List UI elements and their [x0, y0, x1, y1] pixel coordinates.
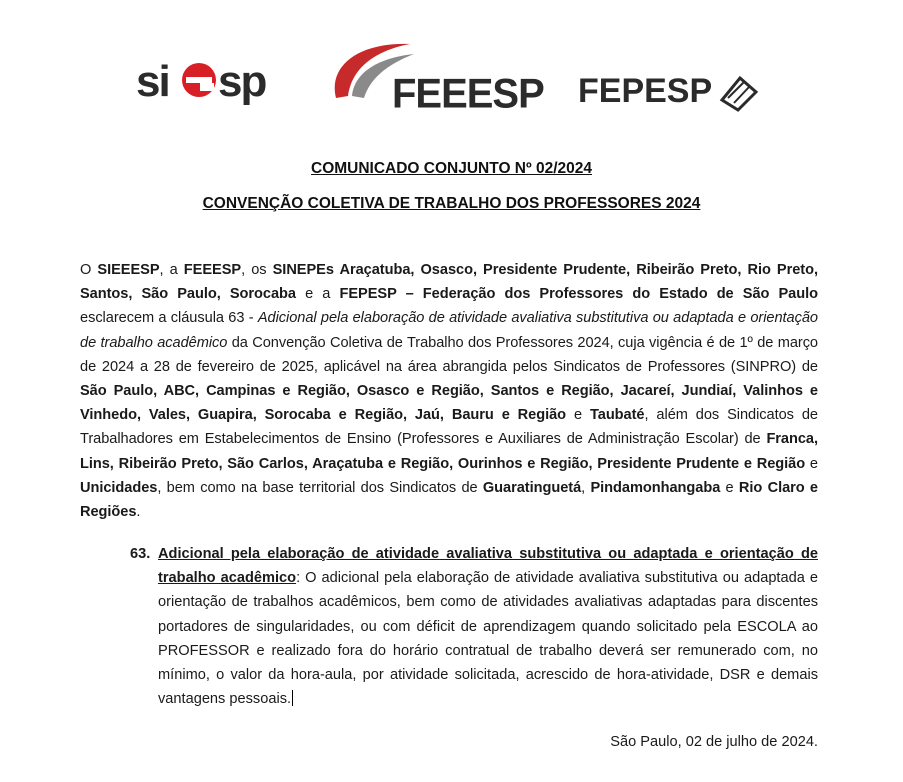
text-run: O: [80, 262, 98, 278]
logo-bar: [0, 36, 903, 116]
sieesp-logo-sp: sp: [218, 57, 266, 106]
bold-run: Rio Claro e Regiões: [80, 479, 818, 521]
text-run: e: [720, 479, 739, 496]
text-run: e: [566, 407, 590, 424]
bold-run: Unicidades: [80, 479, 158, 496]
fepesp-logo-text: FEPESP: [578, 72, 713, 110]
feeesp-logo: [318, 36, 544, 117]
sieesp-logo-si: si: [136, 57, 169, 106]
text-run: da Convenção Coletiva de Trabalho dos Professores 2024, cuja vigência é de 1º de março de 2024 a 28 de fevereiro de 2025, aplicável na área abrangida pelos Sindicatos de Professores (SINPRO) de: [80, 334, 819, 375]
bold-run: Taubaté: [589, 407, 645, 424]
intro-paragraph: [80, 258, 818, 524]
text-run: .: [136, 504, 141, 521]
feeesp-logo-text: FEEESP: [392, 69, 544, 117]
bold-run: Franca, Lins, Ribeirão Preto, São Carlos, Araçatuba e Região, Ourinhos e Região, Presidente Prudente e Região: [80, 431, 818, 472]
document-subtitle: CONVENÇÃO COLETIVA DE TRABALHO DOS PROFESSORES 2024: [202, 195, 701, 212]
text-run: ,: [581, 479, 591, 496]
signoff-date: São Paulo, 02 de julho de 2024.: [610, 734, 818, 750]
bold-run: Guaratinguetá: [482, 479, 582, 496]
bold-run: SIEEESP: [97, 262, 160, 278]
clause-number: 63.: [130, 546, 151, 562]
bold-run: FEPESP – Federação dos Professores do Estado de São Paulo: [339, 286, 818, 303]
text-run: , além dos Sindicatos de Trabalhadores em Estabelecimentos de Ensino (Professores e Auxiliares de Administração Escolar) de: [80, 407, 818, 448]
pencil-book-icon: [722, 78, 756, 110]
bold-run: Pindamonhangaba: [590, 479, 721, 496]
text-run: e: [805, 455, 818, 472]
bold-run: São Paulo, ABC, Campinas e Região, Osasco e Região, Santos e Região, Jacareí, Jundiaí, Valinhos e Vinhedo, Vales, Guapira, Sorocaba e Região, Jaú, Bauru e Região: [80, 383, 818, 424]
fepesp-logo: [578, 66, 763, 110]
clause-body: : O adicional pela elaboração de atividade avaliativa substitutiva ou adaptada e orientação de trabalhos acadêmicos, bem como de atividades avaliativas adaptadas para discentes portadores de singularidades, ou com déficit de aprendizagem quando solicitado pela ESCOLA ao PROFESSOR e realizado fora do horário contratual de trabalho deverá ser remunerado com, no mínimo, o valor da hora-aula, por atividade solicitada, acrescido de hora-atividade, DSR e demais vantagens pessoais.: [158, 570, 818, 708]
text-run: e a: [295, 286, 340, 303]
sieesp-logo: [134, 50, 294, 108]
bold-run: SINEPEs Araçatuba, Osasco, Presidente Prudente, Ribeirão Preto, Rio Preto, Santos, São Paulo, Sorocaba: [80, 262, 818, 303]
clause-heading: Adicional pela elaboração de atividade avaliativa substitutiva ou adaptada e orientação de trabalho acadêmico: [158, 546, 818, 587]
italic-run: Adicional pela elaboração de atividade avaliativa substitutiva ou adaptada e orientação de trabalho acadêmico: [80, 310, 818, 351]
clause-63: [130, 542, 818, 711]
text-run: , bem como na base territorial dos Sindicatos de: [157, 479, 483, 496]
text-run: , a: [159, 262, 184, 278]
text-cursor: [292, 690, 293, 706]
bold-run: FEEESP: [183, 262, 242, 278]
sieesp-logo-e-mark: [182, 63, 216, 97]
text-run: , os: [241, 262, 273, 278]
document-title: COMUNICADO CONJUNTO Nº 02/2024: [311, 160, 592, 177]
text-run: esclarecem a cláusula 63 -: [80, 310, 258, 327]
